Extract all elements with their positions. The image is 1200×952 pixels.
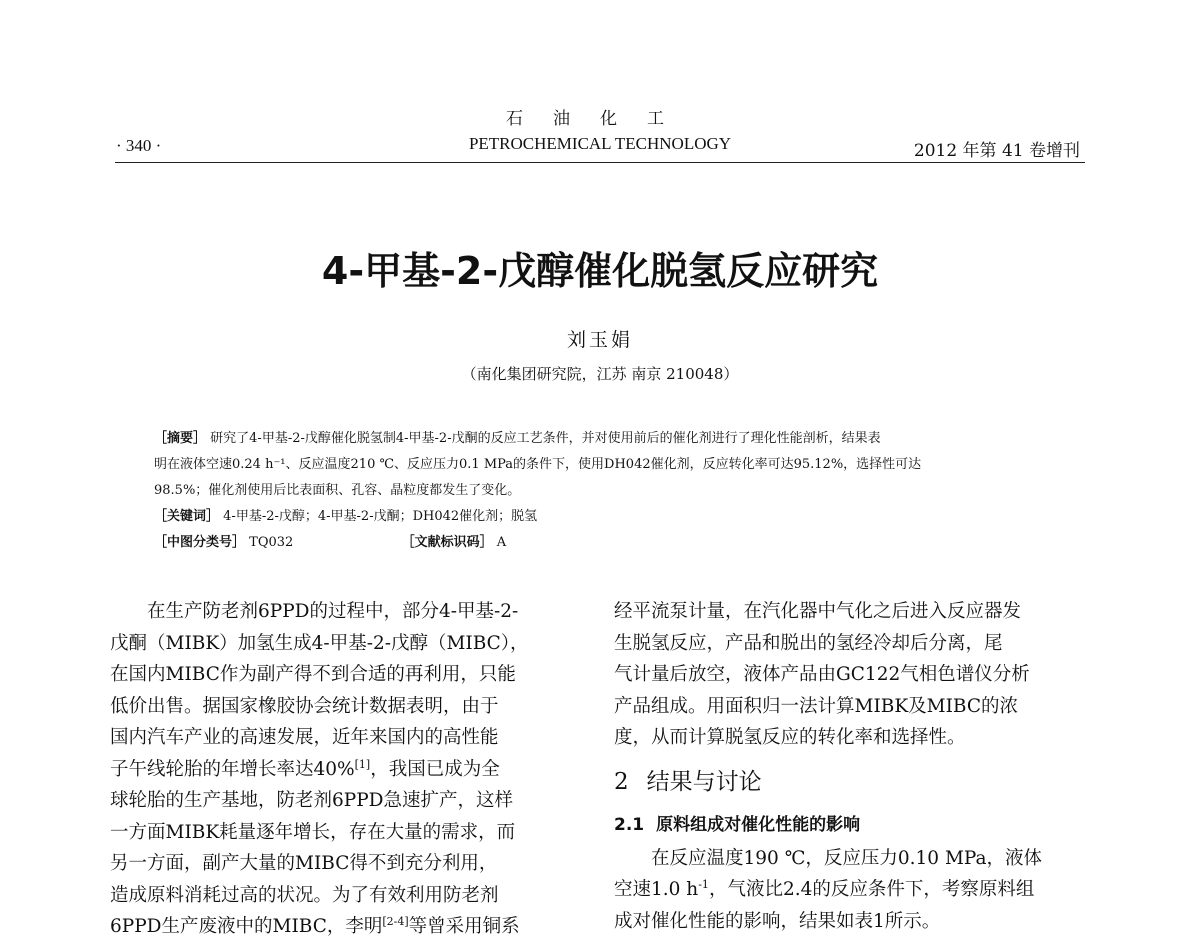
body-text: 在反应温度190 ℃，反应压力0.10 MPa，液体 <box>651 847 1043 869</box>
abstract-label: ［摘要］ <box>154 431 207 446</box>
body-line: 气计量后放空，液体产品由GC122气相色谱仪分析 <box>614 664 1030 685</box>
abstract-text-1: 研究了4-甲基-2-戊醇催化脱氢制4-甲基-2-戊酮的反应工艺条件，并对使用前后的催化剂进行了理化性能剖析，结果表 <box>210 431 881 446</box>
keywords-label: ［关键词］ <box>154 509 220 524</box>
body-line: 度，从而计算脱氢反应的转化率和选择性。 <box>614 727 966 748</box>
section-heading <box>614 762 1080 802</box>
body-line: 经平流泵计量，在汽化器中气化之后进入反应器发 <box>614 601 1022 622</box>
abstract-line-1 <box>154 426 1054 452</box>
doc-code-value: A <box>496 535 507 550</box>
body-line: 另一方面，副产大量的MIBC得不到充分利用， <box>110 853 498 874</box>
keywords-text: 4-甲基-2-戊醇；4-甲基-2-戊酮；DH042催化剂；脱氢 <box>223 509 538 524</box>
body-column-left <box>110 596 576 943</box>
citation-ref: [2-4] <box>382 914 409 928</box>
body-text: ，气液比2.4的反应条件下，考察原料组 <box>708 879 1035 900</box>
journal-title-chinese: 石油化工 <box>506 109 694 129</box>
body-line: 戊酮（MIBK）加氢生成4-甲基-2-戊醇（MIBC）， <box>110 632 529 654</box>
clc-value: TQ032 <box>249 535 294 550</box>
citation-ref: [1] <box>354 757 371 771</box>
page-number: · 340 · <box>116 136 162 155</box>
subsection-title: 原料组成对催化性能的影响 <box>656 814 861 835</box>
body-line: 生脱氢反应，产品和脱出的氢经冷却后分离，尾 <box>614 632 1003 654</box>
journal-title-english: PETROCHEMICAL TECHNOLOGY <box>468 134 732 153</box>
article-title: 4-甲基-2-戊醇催化脱氢反应研究 <box>321 249 879 293</box>
abstract-block <box>154 426 1054 556</box>
doc-code-label: ［文献标识码］ <box>401 535 493 550</box>
section-title: 结果与讨论 <box>646 768 762 795</box>
body-text: 在生产防老剂6PPD的过程中，部分4-甲基-2- <box>147 601 519 622</box>
subsection-number: 2.1 <box>614 814 645 835</box>
body-line: 成对催化性能的影响，结果如表1所示。 <box>614 910 941 932</box>
body-text: 子午线轮胎的年增长率达40% <box>110 758 355 780</box>
body-text: ，我国已成为全 <box>370 758 500 780</box>
author-affiliation: （南化集团研究院，江苏 南京 210048） <box>461 365 739 383</box>
body-line: 一方面MIBK耗量逐年增长，存在大量的需求，而 <box>110 821 516 843</box>
body-line: 低价出售。据国家橡胶协会统计数据表明，由于 <box>110 695 499 717</box>
abstract-line-2: 明在液体空速0.24 h⁻¹、反应温度210 ℃、反应压力0.1 MPa的条件下，使用DH042催化剂，反应转化率可达95.12%，选择性可达 <box>154 457 922 472</box>
issue-info: 2012 年第 41 卷增刊 <box>913 141 1080 161</box>
body-line: 国内汽车产业的高速发展，近年来国内的高性能 <box>110 727 499 748</box>
body-line <box>110 596 576 628</box>
section-number: 2 <box>614 768 629 795</box>
body-text: 6PPD生产废液中的MIBC，李明 <box>110 916 383 937</box>
body-line <box>614 843 1080 875</box>
body-column-right <box>614 596 1080 937</box>
body-line <box>110 911 576 943</box>
header-rule <box>115 162 1085 163</box>
body-line: 产品组成。用面积归一法计算MIBK及MIBC的浓 <box>614 695 1019 717</box>
keywords-line <box>154 504 1054 530</box>
body-line: 在国内MIBC作为副产得不到合适的再利用，只能 <box>110 664 516 685</box>
body-line: 球轮胎的生产基地，防老剂6PPD急速扩产，这样 <box>110 790 514 811</box>
body-text: 空速1.0 h <box>614 879 699 900</box>
subsection-heading <box>614 807 1080 843</box>
body-line <box>110 754 576 786</box>
classification-line <box>154 530 1054 556</box>
superscript: -1 <box>698 877 709 891</box>
body-line: 造成原料消耗过高的状况。为了有效利用防老剂 <box>110 884 499 906</box>
author-name: 刘玉娟 <box>566 329 633 351</box>
clc-label: ［中图分类号］ <box>154 535 246 550</box>
abstract-line-3: 98.5%；催化剂使用后比表面积、孔容、晶粒度都发生了变化。 <box>154 483 521 498</box>
body-line <box>614 874 1080 906</box>
body-text: 等曾采用铜系 <box>408 916 520 937</box>
